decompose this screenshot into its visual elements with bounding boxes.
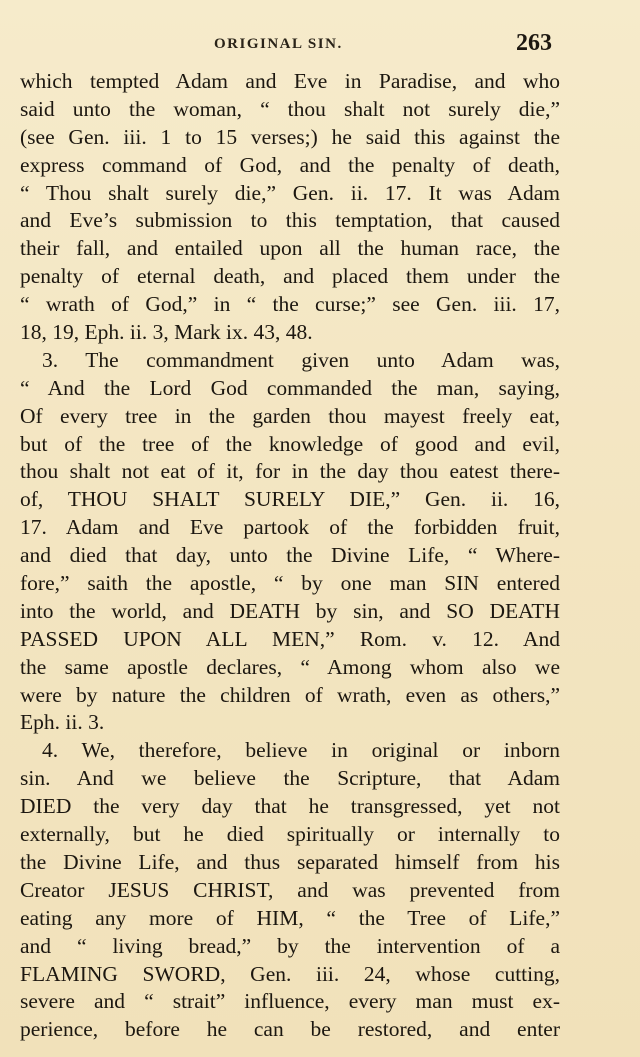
text-line: 18, 19, Eph. ii. 3, Mark ix. 43, 48.: [20, 320, 313, 345]
text-line: were by nature the children of wrath, even as others,”: [20, 682, 560, 707]
text-line: severe and “ strait” influence, every man must ex-: [20, 989, 560, 1014]
text-line: “ Thou shalt surely die,” Gen. ii. 17. It was Adam: [20, 180, 560, 205]
text-line: of, THOU SHALT SURELY DIE,” Gen. ii. 16,: [20, 487, 560, 512]
text-line: externally, but he died spiritually or internally to: [20, 822, 560, 847]
text-line: the Divine Life, and thus separated himself from his: [20, 849, 560, 874]
text-line: sin. And we believe the Scripture, that Adam: [20, 766, 560, 791]
text-line: and Eve’s submission to this temptation, that caused: [20, 208, 560, 233]
text-line: (see Gen. iii. 1 to 15 verses;) he said this against the: [20, 124, 560, 149]
text-line: DIED the very day that he transgressed, yet not: [20, 794, 560, 819]
text-line: “ wrath of God,” in “ the curse;” see Gen. iii. 17,: [20, 292, 560, 317]
text-line: thou shalt not eat of it, for in the day thou eatest there-: [20, 459, 560, 484]
text-line: penalty of eternal death, and placed them under the: [20, 264, 560, 289]
text-line: eating any more of HIM, “ the Tree of Life,”: [20, 905, 560, 930]
text-line: PASSED UPON ALL MEN,” Rom. v. 12. And: [20, 626, 560, 651]
text-line: said unto the woman, “ thou shalt not surely die,”: [20, 96, 560, 121]
paragraph-start: 4. We, therefore, believe in original or inborn: [42, 738, 560, 763]
paragraph-start: 3. The commandment given unto Adam was,: [42, 347, 560, 372]
text-line: FLAMING SWORD, Gen. iii. 24, whose cutting,: [20, 961, 560, 986]
page-header: [0, 30, 640, 62]
text-line: their fall, and entailed upon all the human race, the: [20, 236, 560, 261]
page-number: 263: [516, 30, 552, 56]
text-line: perience, before he can be restored, and enter: [20, 1017, 560, 1042]
text-line: express command of God, and the penalty of death,: [20, 152, 560, 177]
text-line: fore,” saith the apostle, “ by one man SIN entered: [20, 571, 560, 596]
text-line: 17. Adam and Eve partook of the forbidden fruit,: [20, 515, 560, 540]
text-line: Of every tree in the garden thou mayest freely eat,: [20, 403, 560, 428]
text-line: the same apostle declares, “ Among whom also we: [20, 654, 560, 679]
text-line: Creator JESUS CHRIST, and was prevented from: [20, 877, 560, 902]
text-line: and “ living bread,” by the intervention of a: [20, 933, 560, 958]
text-line: which tempted Adam and Eve in Paradise, and who: [20, 69, 560, 93]
text-line: “ And the Lord God commanded the man, saying,: [20, 375, 560, 400]
text-line: into the world, and DEATH by sin, and SO DEATH: [20, 598, 560, 623]
text-line: but of the tree of the knowledge of good and evil,: [20, 431, 560, 456]
running-head: ORIGINAL SIN.: [214, 36, 343, 52]
text-line: Eph. ii. 3.: [20, 710, 105, 735]
text-line: and died that day, unto the Divine Life, “ Where-: [20, 543, 560, 568]
body-text: [20, 68, 560, 1044]
